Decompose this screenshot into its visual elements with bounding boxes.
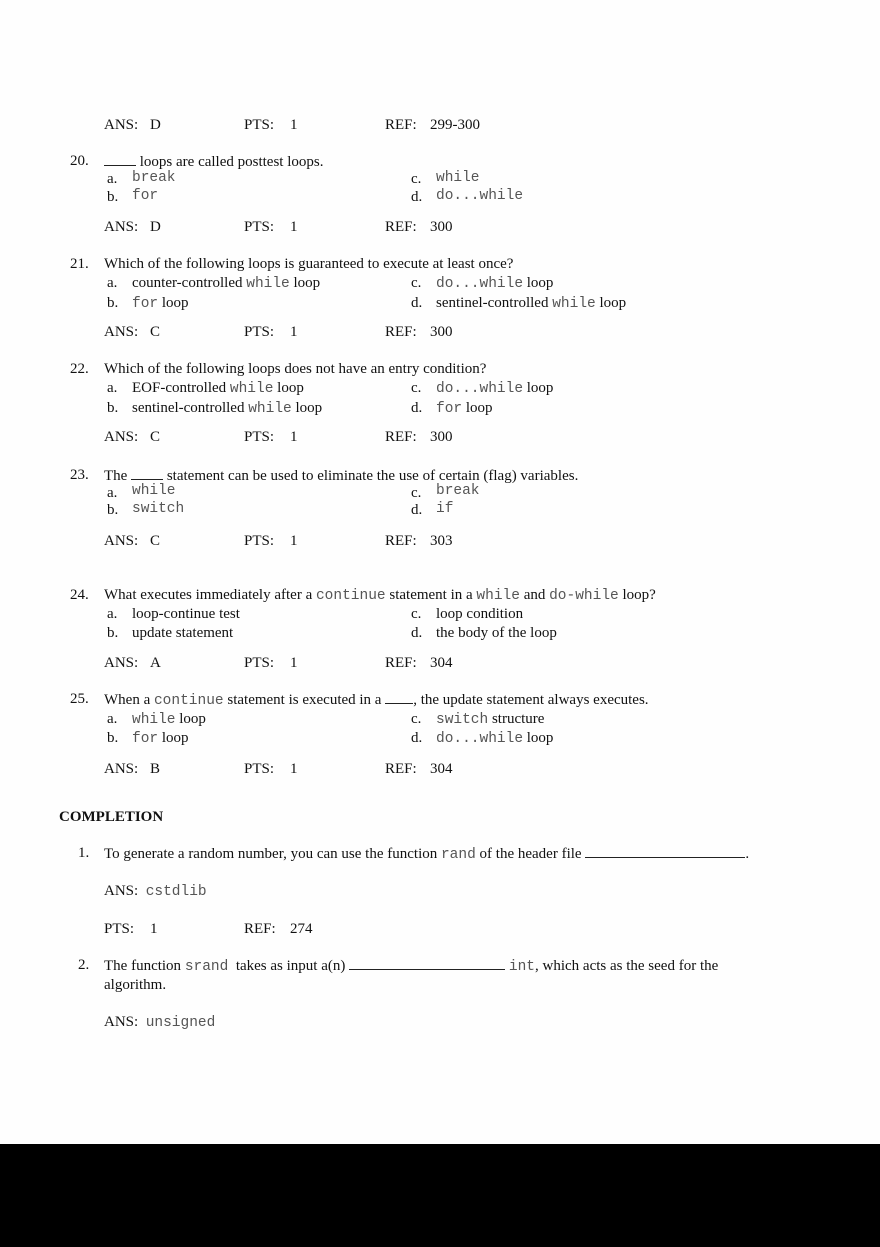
option-letter: d. (411, 189, 423, 205)
question-text: When a continue statement is executed in a , the update statement always executes. (104, 692, 649, 709)
question-text-line2: algorithm. (104, 977, 167, 993)
question-number: 20. (70, 153, 89, 169)
pts-value: 1 (290, 761, 298, 777)
option-c: switch structure (436, 711, 545, 728)
question-text: What executes immediately after a continue statement in a while and do-while loop? (104, 587, 656, 604)
option-letter: c. (411, 606, 422, 622)
option-b: sentinel-controlled while loop (132, 400, 323, 417)
ref-value: 304 (430, 655, 453, 671)
option-letter: c. (411, 380, 422, 396)
ref-label: REF: (385, 324, 417, 340)
question-number: 2. (78, 957, 90, 973)
option-c: do...while loop (436, 275, 554, 292)
option-b: for loop (132, 295, 189, 312)
question-number: 1. (78, 845, 90, 861)
ref-label: REF: (385, 761, 417, 777)
option-letter: a. (107, 711, 118, 727)
option-a: EOF-controlled while loop (132, 380, 304, 397)
option-c: loop condition (436, 606, 524, 622)
ref-label: REF: (244, 921, 276, 937)
ans-line: ANS: cstdlib (104, 883, 207, 900)
option-letter: a. (107, 606, 118, 622)
ans-label: ANS: (104, 117, 139, 133)
ref-value: 300 (430, 324, 453, 340)
answer-blank (104, 152, 136, 166)
ref-value: 304 (430, 761, 453, 777)
ref-label: REF: (385, 117, 417, 133)
option-letter: a. (107, 380, 118, 396)
pts-label: PTS: (244, 655, 275, 671)
ans-label: ANS: (104, 219, 139, 235)
question-text: The statement can be used to eliminate the use of certain (flag) variables. (104, 468, 579, 484)
ans-value: C (150, 324, 161, 340)
question-number: 25. (70, 691, 89, 707)
ref-label: REF: (385, 219, 417, 235)
answer-blank (585, 844, 745, 858)
question-number: 22. (70, 361, 89, 377)
option-letter: d. (411, 295, 423, 311)
ans-value: A (150, 655, 161, 671)
option-letter: a. (107, 275, 118, 291)
answer-blank (385, 690, 413, 704)
option-letter: b. (107, 295, 119, 311)
option-letter: b. (107, 502, 119, 518)
pts-label: PTS: (244, 219, 275, 235)
option-letter: a. (107, 171, 118, 187)
option-letter: d. (411, 400, 423, 416)
option-d: do...while (436, 188, 524, 204)
pts-value: 1 (290, 533, 298, 549)
pts-value: 1 (290, 655, 298, 671)
option-d: sentinel-controlled while loop (436, 295, 627, 312)
pts-value: 1 (290, 324, 298, 340)
ref-value: 299-300 (430, 117, 480, 133)
black-bottom-bar (0, 1144, 880, 1247)
option-b: for (132, 188, 159, 204)
option-letter: c. (411, 275, 422, 291)
option-letter: b. (107, 189, 119, 205)
question-number: 21. (70, 256, 89, 272)
ref-label: REF: (385, 429, 417, 445)
option-b: for loop (132, 730, 189, 747)
pts-label: PTS: (244, 429, 275, 445)
option-c: do...while loop (436, 380, 554, 397)
option-letter: c. (411, 711, 422, 727)
ans-label: ANS: (104, 429, 139, 445)
question-text: The function srand takes as input a(n) int, which acts as the seed for the (104, 958, 719, 975)
ans-label: ANS: (104, 761, 139, 777)
ans-value: C (150, 429, 161, 445)
answer-blank (131, 466, 163, 480)
question-text: Which of the following loops does not have an entry condition? (104, 361, 487, 377)
option-a: break (132, 170, 176, 186)
option-letter: d. (411, 625, 423, 641)
option-a: counter-controlled while loop (132, 275, 321, 292)
option-letter: c. (411, 171, 422, 187)
option-a: loop-continue test (132, 606, 240, 622)
question-text: To generate a random number, you can use the function rand of the header file . (104, 846, 750, 863)
option-a: while loop (132, 711, 206, 728)
option-letter: d. (411, 730, 423, 746)
ans-label: ANS: (104, 533, 139, 549)
section-heading: COMPLETION (59, 809, 164, 825)
ref-value: 300 (430, 429, 453, 445)
pts-value: 1 (290, 117, 298, 133)
option-b: switch (132, 501, 185, 517)
question-text: Which of the following loops is guaranteed to execute at least once? (104, 256, 514, 272)
option-d: do...while loop (436, 730, 554, 747)
pts-label: PTS: (104, 921, 135, 937)
ans-line: ANS: unsigned (104, 1014, 216, 1031)
ref-value: 274 (290, 921, 313, 937)
ans-value: D (150, 117, 161, 133)
option-letter: d. (411, 502, 423, 518)
answer-blank (349, 956, 505, 970)
pts-value: 1 (290, 219, 298, 235)
option-c: while (436, 170, 480, 186)
ref-value: 303 (430, 533, 453, 549)
ans-value: D (150, 219, 161, 235)
pts-value: 1 (150, 921, 158, 937)
option-d: the body of the loop (436, 625, 557, 641)
ref-label: REF: (385, 655, 417, 671)
question-number: 23. (70, 467, 89, 483)
ans-value: B (150, 761, 161, 777)
option-letter: a. (107, 485, 118, 501)
pts-label: PTS: (244, 761, 275, 777)
question-number: 24. (70, 587, 89, 603)
pts-label: PTS: (244, 117, 275, 133)
option-d: if (436, 501, 454, 517)
option-letter: c. (411, 485, 422, 501)
option-a: while (132, 483, 176, 499)
option-letter: b. (107, 730, 119, 746)
option-d: for loop (436, 400, 493, 417)
pts-value: 1 (290, 429, 298, 445)
pts-label: PTS: (244, 324, 275, 340)
ref-label: REF: (385, 533, 417, 549)
pts-label: PTS: (244, 533, 275, 549)
option-letter: b. (107, 400, 119, 416)
question-text: loops are called posttest loops. (104, 152, 323, 171)
option-letter: b. (107, 625, 119, 641)
ans-value: C (150, 533, 161, 549)
option-c: break (436, 483, 480, 499)
option-b: update statement (132, 625, 234, 641)
ref-value: 300 (430, 219, 453, 235)
ans-label: ANS: (104, 324, 139, 340)
ans-label: ANS: (104, 655, 139, 671)
